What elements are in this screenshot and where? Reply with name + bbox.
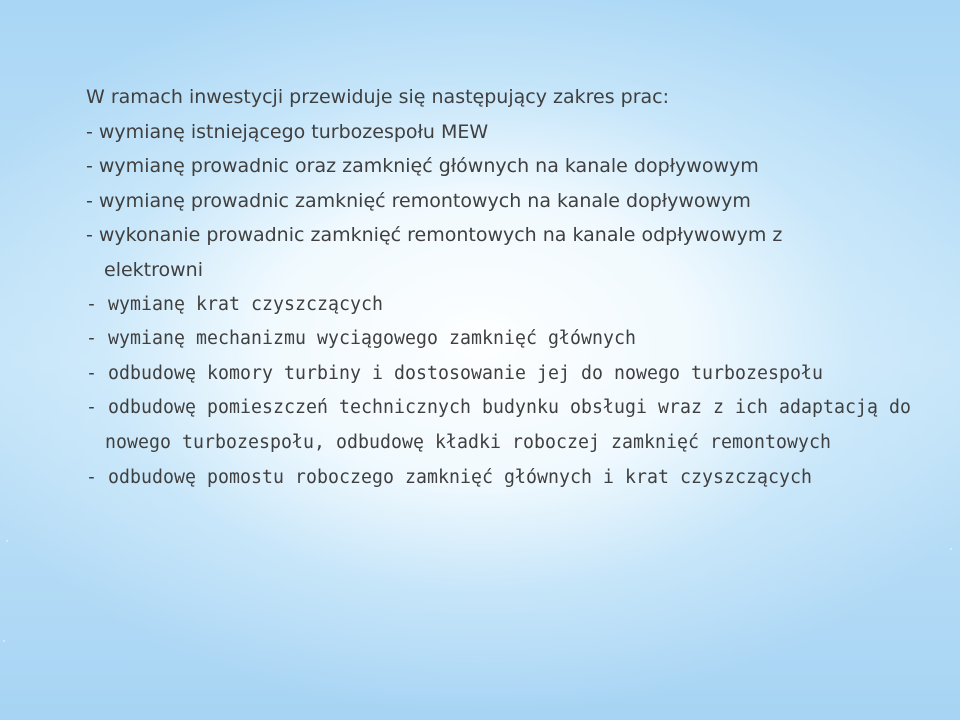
bullet-line: - wymianę prowadnic oraz zamknięć głównych na kanale dopływowym xyxy=(86,155,759,178)
sparkle-decoration xyxy=(6,540,8,542)
intro-line: W ramach inwestycji przewiduje się następujący zakres prac: xyxy=(86,86,669,108)
slide-body-text xyxy=(86,80,911,495)
bullet-line-continuation: nowego turbozespołu, odbudowę kładki roboczej zamknięć remontowych xyxy=(105,431,831,453)
bullet-line: - odbudowę komory turbiny i dostosowanie jej do nowego turbozespołu xyxy=(86,362,823,384)
sparkle-decoration xyxy=(3,640,5,642)
bullet-line-continuation: elektrowni xyxy=(104,258,203,281)
sparkle-decoration xyxy=(950,548,952,550)
bullet-line: - wymianę mechanizmu wyciągowego zamknięć głównych xyxy=(86,328,636,350)
bullet-line: - wymianę prowadnic zamknięć remontowych na kanale dopływowym xyxy=(86,189,751,212)
bullet-line: - wymianę istniejącego turbozespołu MEW xyxy=(86,120,489,143)
bullet-line: - wymianę krat czyszczących xyxy=(86,293,383,315)
bullet-line: - wykonanie prowadnic zamknięć remontowych na kanale odpływowym z xyxy=(86,224,783,247)
bullet-line: - odbudowę pomieszczeń technicznych budynku obsługi wraz z ich adaptacją do xyxy=(86,397,911,419)
bullet-line: - odbudowę pomostu roboczego zamknięć głównych i krat czyszczących xyxy=(86,466,812,488)
